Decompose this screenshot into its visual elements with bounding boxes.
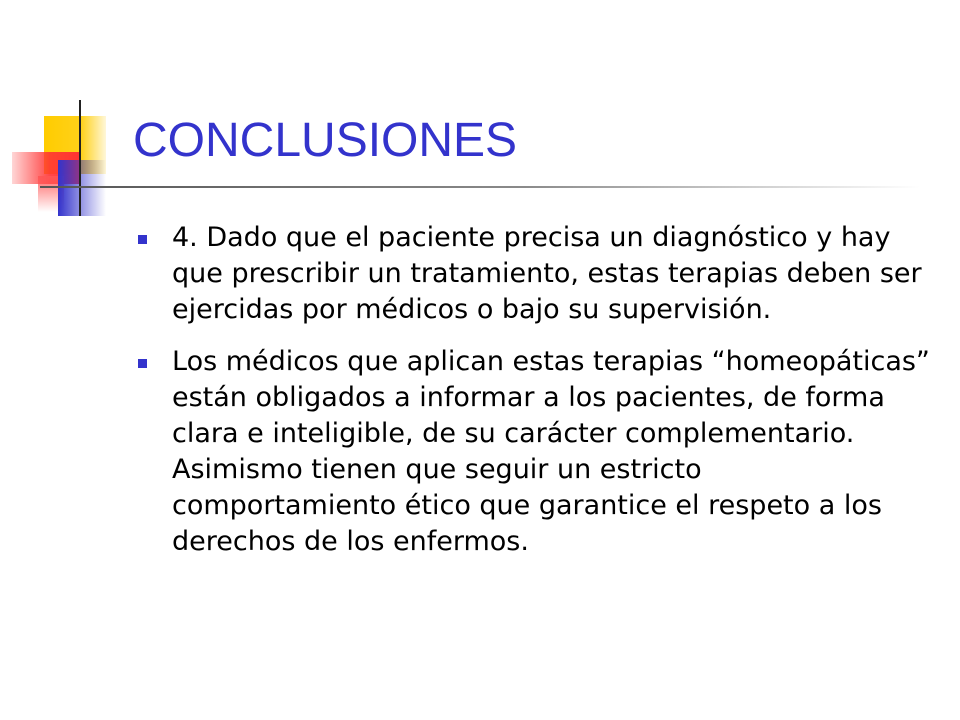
bullet-list bbox=[134, 220, 934, 576]
bullet-item-1 bbox=[134, 220, 934, 328]
bullet-text-1: 4. Dado que el paciente precisa un diagnóstico y hay que prescribir un tratamiento, estas terapias deben ser ejercidas por médicos o bajo su supervisión. bbox=[172, 222, 922, 325]
slide-title: CONCLUSIONES bbox=[133, 114, 518, 167]
corner-ornament bbox=[0, 0, 140, 230]
title-underline bbox=[40, 186, 920, 188]
bullet-text-2: Los médicos que aplican estas terapias “homeopáticas” están obligados a informar a los pacientes, de forma clara e inteligible, de su carácter complementario. Asimismo tienen que seguir un estricto comportamiento ético que garantice el respeto a los derechos de los enfermos. bbox=[172, 346, 930, 557]
square-bullet-icon bbox=[138, 235, 147, 244]
square-bullet-icon bbox=[138, 359, 147, 368]
bullet-item-2 bbox=[134, 344, 934, 560]
